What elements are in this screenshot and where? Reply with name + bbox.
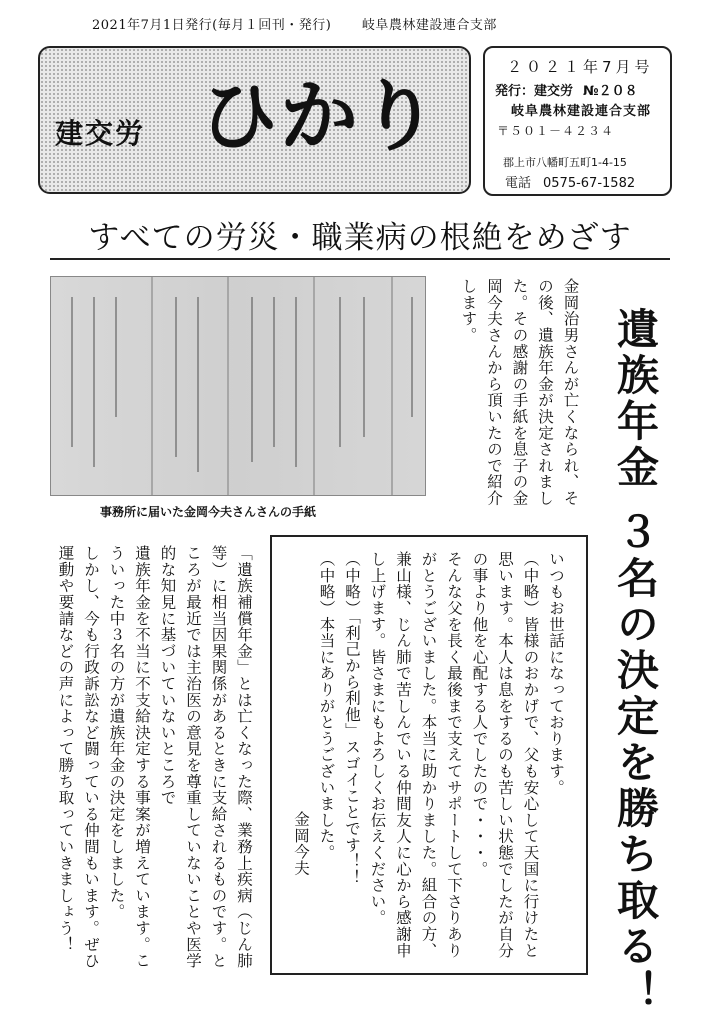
publisher-name: 岐阜農林建設連合支部 bbox=[361, 18, 497, 33]
publication-info-box bbox=[483, 46, 672, 196]
handwriting-stroke bbox=[411, 297, 413, 417]
letter-paragraph: （中略）皆様のおかげで、父も安心して天国に行けたと思います。本人は息をするのも苦しい状態でしたが自分の事より他を心配する人でしたので・・・。 bbox=[470, 551, 540, 959]
letter-photo bbox=[50, 276, 426, 496]
handwriting-stroke bbox=[197, 297, 199, 472]
slogan: すべての労災・職業病の根絶をめざす bbox=[88, 220, 632, 256]
letter-body bbox=[288, 551, 569, 966]
handwriting-stroke bbox=[115, 297, 117, 417]
issue-header-line bbox=[92, 14, 497, 33]
intro-paragraph: 金岡治男さんが亡くなられ、その後、遺族年金が決定されました。その感謝の手紙を息子の金岡今夫さんから頂いたので紹介します。 bbox=[459, 278, 580, 507]
photo-fold-line bbox=[391, 277, 393, 495]
headline-secondary: ３名の決定を勝ち取る！ bbox=[611, 510, 660, 1016]
handwriting-stroke bbox=[273, 297, 275, 447]
article-paragraph: しかし、今も行政訴訟など闘っている仲間もいます。ぜひ運動や要請などの声によって勝ち取っていきましょう！ bbox=[56, 545, 100, 969]
photo-caption: 事務所に届いた金岡今夫さんさんの手紙 bbox=[100, 505, 317, 519]
photo-fold-line bbox=[151, 277, 153, 495]
union-name: 建交労 bbox=[55, 117, 146, 150]
handwriting-stroke bbox=[175, 297, 177, 457]
address: 郡上市八幡町五町1-4-15 bbox=[503, 156, 627, 169]
tel-number: 0575-67-1582 bbox=[543, 176, 636, 191]
article-paragraph: 遺族年金を不当に不支給決定する事案が増えています。こういった中３名の方が遺族年金の決定をしました。 bbox=[107, 545, 151, 969]
handwriting-stroke bbox=[71, 297, 73, 447]
letter-paragraph: （中略）「利己から利他」スゴイことです！！ bbox=[343, 551, 361, 886]
handwriting-stroke bbox=[339, 297, 341, 447]
handwriting-stroke bbox=[251, 297, 253, 462]
postal-code: 〒５０１－４２３４ bbox=[497, 124, 615, 138]
issue-date: ２０２１年7月号 bbox=[507, 58, 654, 76]
organization-name: 岐阜農林建設連合支部 bbox=[511, 104, 652, 119]
headline-primary: 遺族年金 bbox=[611, 307, 660, 491]
article-body bbox=[52, 545, 256, 985]
article-paragraph: 「遺族補償年金」とは亡くなった際、業務上疾病（じん肺等）に相当因果関係があるときに支給されるものです。ところが最近では主治医の意見を尊重していないことや医学的な知見に基づいていないところで bbox=[158, 545, 253, 969]
publisher-label: 発行：建交労 bbox=[495, 84, 574, 99]
publisher-line bbox=[495, 80, 638, 99]
photo-fold-line bbox=[313, 277, 315, 495]
handwriting-stroke bbox=[93, 297, 95, 467]
tel-label: 電話 bbox=[505, 176, 532, 191]
letter-paragraph: （中略）本当にありがとうございました。 bbox=[317, 551, 336, 861]
handwriting-stroke bbox=[363, 297, 365, 437]
letter-excerpt-box bbox=[270, 535, 588, 975]
letter-signature: 金岡今夫 bbox=[292, 811, 310, 877]
newsletter-title: ひかり bbox=[200, 72, 441, 162]
slogan-underline bbox=[50, 258, 670, 260]
telephone-line bbox=[505, 172, 635, 191]
photo-fold-line bbox=[227, 277, 229, 495]
letter-paragraph: いつもお世話になっております。 bbox=[547, 551, 565, 796]
issue-info: 2021年7月1日発行(毎月１回刊・発行) bbox=[92, 18, 332, 33]
handwriting-stroke bbox=[295, 297, 297, 467]
letter-paragraph: そんな父を長く最後まで支えてサポートして下さりありがとうございました。本当に助かりました。組合の方、兼山様、じん肺で苦しんでいる仲間友人に心から感謝申し上げます。皆さまにもよろしくお伝えください。 bbox=[368, 551, 463, 959]
issue-number: №２０８ bbox=[583, 84, 638, 99]
